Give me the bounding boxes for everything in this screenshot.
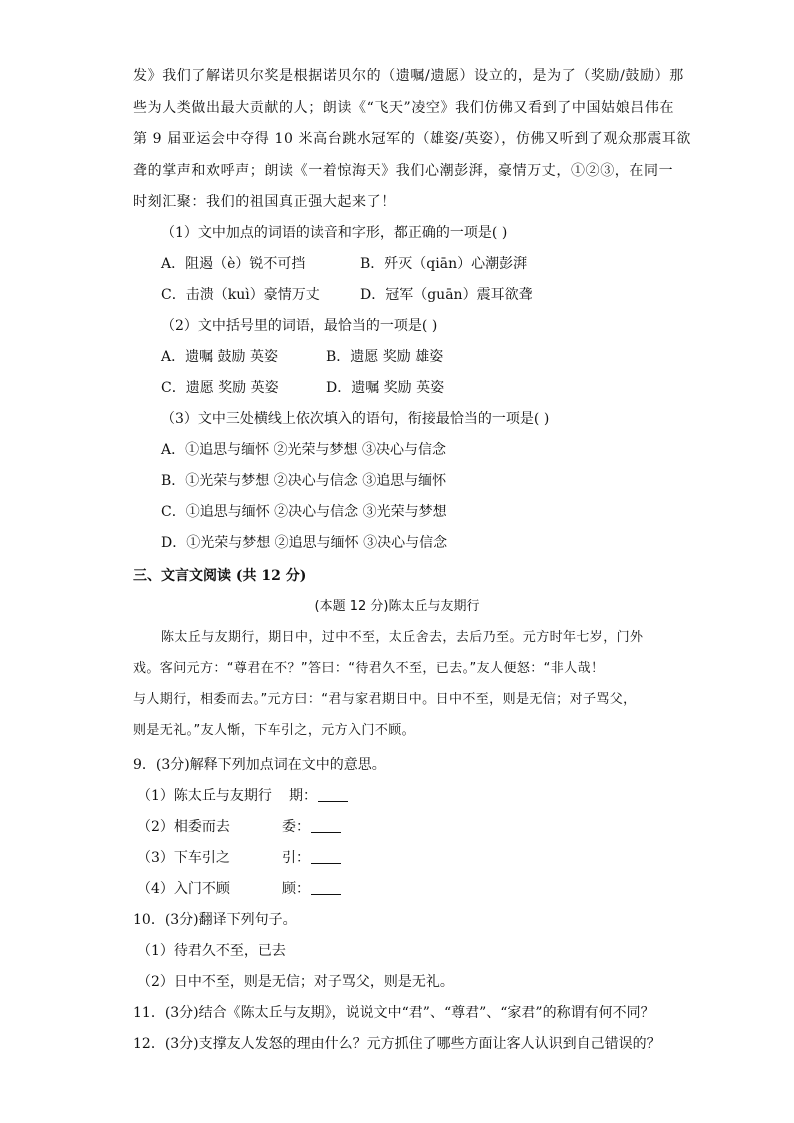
q9-item-3-phrase: （3）下车引之: [137, 850, 230, 866]
q10-stem: 10．(3分)翻译下列句子。: [133, 912, 297, 928]
q3-option-d: D．①光荣与梦想 ②追思与缅怀 ③决心与信念: [161, 535, 448, 551]
q11-stem: 11．(3分)结合《陈太丘与友期》，说说文中“君”、“尊君”、“家君”的称谓有何不同？: [133, 1005, 655, 1021]
q12-stem: 12．(3分)支撑友人发怒的理由什么？元方抓住了哪些方面让客人认识到自己错误的？: [133, 1036, 661, 1052]
passage-line-2: 戏。客问元方：“尊君在不？”答曰：“待君久不至，已去。”友人便怒：“非人哉！: [133, 661, 605, 676]
q9-item-3-blank[interactable]: [311, 849, 341, 864]
q2-option-c: C．遗愿 奖励 英姿: [161, 380, 279, 396]
q2-option-d: D．遗嘱 奖励 英姿: [326, 380, 445, 396]
q9-item-1-phrase: （1）陈太丘与友期行: [137, 788, 272, 804]
passage-line-1: 陈太丘与友期行，期日中，过中不至，太丘舍去，去后乃至。元方时年七岁，门外: [161, 630, 644, 645]
q9-item-1-answer: [289, 786, 348, 806]
q2-option-b: B．遗愿 奖励 雄姿: [326, 349, 444, 365]
intro-line-5: 时刻汇聚：我们的祖国真正强大起来了！: [133, 194, 396, 210]
q9-item-1-blank[interactable]: [318, 787, 348, 802]
intro-line-4: 聋的掌声和欢呼声；朗读《一着惊海天》我们心潮彭湃，豪情万丈，①②③，在同一: [133, 163, 674, 179]
passage-line-3: 与人期行，相委而去。”元方曰：“君与家君期日中。日中不至，则是无信；对子骂父，: [133, 692, 637, 707]
q9-item-3-word: 引：: [282, 850, 310, 866]
q1-stem: （1）文中加点的词语的读音和字形，都正确的一项是( ): [161, 225, 508, 241]
q3-option-a: A．①追思与缅怀 ②光荣与梦想 ③决心与信念: [161, 442, 447, 458]
intro-line-2: 些为人类做出最大贡献的人；朗读《“飞天”凌空》我们仿佛又看到了中国姑娘吕伟在: [133, 100, 675, 116]
q1-option-c: C．击溃（kuì）豪情万丈: [161, 287, 320, 303]
q9-item-3-answer: [282, 848, 341, 868]
q3-stem: （3）文中三处横线上依次填入的语句，衔接最恰当的一项是( ): [161, 411, 550, 427]
q10-sentence-2: （2）日中不至，则是无信；对子骂父，则是无礼。: [137, 974, 454, 990]
intro-line-3: 第 9 届亚运会中夺得 10 米高台跳水冠军的（雄姿/英姿），仿佛又听到了观众那震耳欲: [133, 131, 692, 147]
q9-item-2-phrase: （2）相委而去: [137, 819, 230, 835]
q9-item-4-phrase: （4）入门不顾: [137, 881, 230, 897]
q2-stem: （2）文中括号里的词语，最恰当的一项是( ): [161, 318, 438, 334]
q9-item-2-word: 委：: [282, 819, 310, 835]
q3-option-b: B．①光荣与梦想 ②决心与信念 ③追思与缅怀: [161, 473, 447, 489]
q2-option-a: A．遗嘱 鼓励 英姿: [161, 349, 279, 365]
q9-item-2-blank[interactable]: [311, 818, 341, 833]
q9-item-4-word: 顾：: [282, 881, 310, 897]
q9-item-4-answer: [282, 879, 341, 899]
intro-line-1: 发》我们了解诺贝尔奖是根据诺贝尔的（遗嘱/遗愿）设立的，是为了（奖励/鼓励）那: [133, 68, 684, 84]
q3-option-c: C．①追思与缅怀 ②决心与信念 ③光荣与梦想: [161, 504, 447, 520]
passage-title: (本题 12 分)陈太丘与友期行: [314, 599, 480, 614]
q1-option-a: A．阻遏（è）锐不可挡: [161, 256, 306, 272]
q1-option-b: B．歼灭（qiān）心潮彭湃: [360, 256, 528, 272]
q9-item-4-blank[interactable]: [311, 880, 341, 895]
q10-sentence-1: （1）待君久不至，已去: [137, 943, 286, 959]
q9-item-2-answer: [282, 817, 341, 837]
q9-stem: 9．(3分)解释下列加点词在文中的意思。: [133, 757, 386, 773]
q9-item-1-word: 期：: [289, 788, 317, 804]
passage-line-4: 则是无礼。”友人惭，下车引之，元方入门不顾。: [133, 723, 416, 738]
section-heading: 三、文言文阅读 (共 12 分): [133, 568, 307, 584]
q1-option-d: D．冠军（guān）震耳欲聋: [360, 287, 533, 303]
